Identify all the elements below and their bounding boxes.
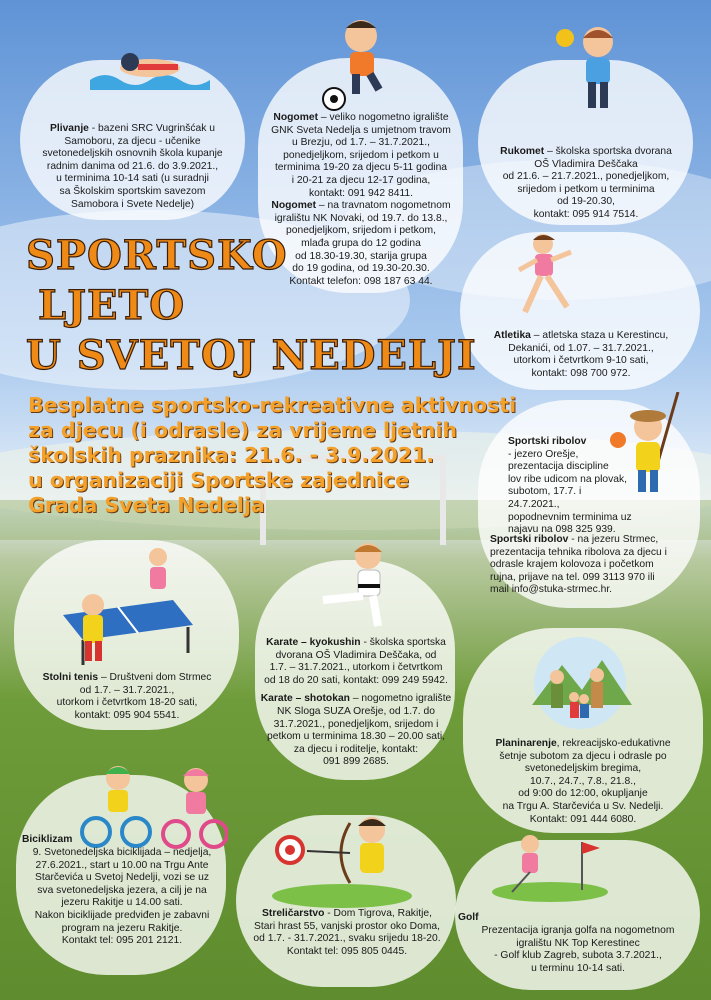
- runner-illustration: [515, 232, 585, 322]
- karate-line: 091 899 2685.: [323, 756, 389, 768]
- streljacstvo-name: Streličarstvo: [262, 908, 325, 919]
- stolni-line: – Društveni dom Strmec: [98, 672, 212, 683]
- nogomet-line: do 19 godina, od 19.30-20.30.: [292, 263, 430, 275]
- nogomet-line: i 20-21 za djecu 12-17 godina,: [291, 174, 431, 186]
- karate-line: – nogometno igralište: [349, 693, 452, 705]
- subtitle-line: u organizaciji Sportske zajednice: [28, 468, 409, 492]
- ribolov-name: Sportski ribolov: [490, 534, 569, 545]
- karate-line: petkom u terminima 18.30 – 20.00 sati,: [266, 731, 445, 743]
- planinarenje-text: [470, 738, 696, 826]
- atletika-line: kontakt: 098 700 972.: [531, 367, 631, 379]
- swimmer-illustration: [90, 40, 210, 90]
- nogomet-line: kontakt: 091 942 8411.: [308, 187, 413, 199]
- ribolov-text-2: [490, 534, 698, 597]
- biciklizam-name: Biciklizam: [22, 834, 73, 845]
- ribolov-line: najavu na 098 325 939.: [508, 524, 616, 536]
- nogomet-line: terminima 19-20 za djecu 5-11 godina: [274, 162, 448, 174]
- nogomet-line: od 18.30-19.30, starija grupa: [295, 250, 427, 262]
- rukomet-line: kontakt: 095 914 7514.: [533, 208, 639, 220]
- nogomet-line: GNK Sveta Nedelja s umjetnom travom: [271, 124, 451, 136]
- golf-line: u terminu 10-14 sati.: [531, 962, 625, 974]
- karate-line: - školska sportska: [360, 637, 446, 648]
- nogomet-line: u Brezju, od 1.7. – 31.7.2021.,: [292, 137, 430, 149]
- plivanje-name: Plivanje: [49, 123, 89, 134]
- atletika-name: Atletika: [493, 330, 531, 341]
- karate-name: Karate – kyokushin: [266, 637, 361, 648]
- atletika-line: utorkom i četvrtkom 9-10 sati,: [513, 355, 649, 367]
- biciklizam-line: 27.6.2021., start u 10.00 na Trgu Ante: [35, 859, 209, 871]
- ribolov-line: rujna, prijave na tel. 099 3113 970 ili: [490, 571, 655, 583]
- karate-line: za djecu i roditelje, kontakt:: [293, 743, 419, 755]
- plivanje-line: radnim danima od 21.6. do 3.9.2021.,: [46, 160, 219, 172]
- ribolov-line: prezentacija discipline: [508, 461, 609, 473]
- table-tennis-illustration: [58, 545, 198, 670]
- golf-line: - Golf klub Zagreb, subota 3.7.2021.,: [494, 950, 662, 962]
- rukomet-line: – školska sportska dvorana: [544, 146, 672, 157]
- nogomet-line: – veliko nogometno igralište: [318, 112, 449, 123]
- ribolov-line: - jezero Orešje,: [508, 448, 579, 460]
- ribolov-line: odrasle krajem kolovoza i početkom: [490, 559, 654, 571]
- stolni-text: [22, 672, 232, 722]
- subtitle: [28, 393, 548, 518]
- subtitle-line: Grada Sveta Nedelja: [28, 493, 265, 517]
- handball-player-illustration: [550, 20, 640, 135]
- planinarenje-line: svetonedeljskim bregima,: [524, 763, 642, 775]
- atletika-line: – atletska staza u Kerestincu,: [530, 330, 669, 341]
- nogomet-name: Nogomet: [271, 200, 317, 212]
- biciklizam-line: program na jezeru Rakitje.: [61, 922, 183, 934]
- stolni-line: utorkom i četvrtkom 18-20 sati,: [56, 697, 198, 709]
- planinarenje-line: Kontakt: 091 444 6080.: [529, 813, 637, 825]
- biciklizam-text: [18, 847, 226, 948]
- ribolov-line: prezentacija tehnika ribolova za djecu i: [490, 546, 667, 558]
- nogomet-line: ponedjeljkom, srijedom i petkom u: [283, 149, 439, 161]
- ribolov-line: lov ribe udicom na plovak,: [508, 473, 628, 485]
- plivanje-line: - bazeni SRC Vugrinšćak u: [88, 123, 216, 134]
- ribolov-line: popodnevnim terminima uz: [508, 511, 632, 523]
- golf-line: Prezentacija igranja golfa na nogometnom: [481, 925, 675, 936]
- stolni-line: kontakt: 095 904 5541.: [74, 709, 180, 721]
- biciklizam-line: Nakon biciklijade predviđen je zabavni: [34, 909, 210, 921]
- biciklizam-name-block: [22, 834, 72, 847]
- karate-line: NK Sloga SUZA Orešje, od 1.7. do: [277, 705, 435, 717]
- streljacstvo-line: - Dom Tigrova, Rakitje,: [324, 908, 432, 919]
- karate-line: 1.7. – 31.7.2021., utorkom i četvrtkom: [269, 662, 443, 674]
- stolni-line: od 1.7. – 31.7.2021.,: [79, 684, 175, 696]
- plivanje-line: u terminima 10-14 sati (u suradnji: [56, 173, 209, 185]
- ribolov-line: mail info@stuka-strmec.hr.: [490, 584, 613, 596]
- title-line-1: SPORTSKO: [26, 232, 288, 279]
- karate-text: [256, 637, 456, 769]
- golf-name: Golf: [458, 912, 479, 923]
- biciklizam-line: 9. Svetonedeljska biciklijada – nedjelja,: [32, 847, 212, 858]
- rukomet-line: srijedom i petkom u terminima: [517, 183, 655, 195]
- karate-line: dvorana OŠ Vladimira Deščaka, od: [275, 649, 437, 661]
- rukomet-line: od 21.6. – 21.7.2021., ponedjeljkom,: [502, 171, 670, 183]
- biciklizam-line: Starčevića u Svetoj Nedelji, vozi se uz: [35, 872, 209, 884]
- nogomet-line: mlađa grupa do 12 godina: [301, 237, 421, 249]
- streljacstvo-line: od 1.7. - 31.7.2021., svaku srijedu 18-20.: [253, 933, 441, 945]
- streljacstvo-text: [238, 908, 456, 958]
- title-line-2: LJETO: [38, 282, 186, 329]
- nogomet-name: Nogomet: [273, 112, 319, 123]
- nogomet-line: – na travnatom nogometnom: [316, 200, 451, 212]
- streljacstvo-line: Stari hrast 55, vanjski prostor oko Doma,: [254, 920, 440, 932]
- plivanje-line: sa Školskim sportskim savezom: [59, 185, 206, 197]
- title-line-3: U SVETOJ NEDELJI: [26, 332, 477, 379]
- planinarenje-line: , rekreacijsko-edukativne: [556, 738, 671, 749]
- stolni-name: Stolni tenis: [42, 672, 99, 683]
- planinarenje-line: šetnje subotom za djecu i odrasle po: [499, 750, 667, 762]
- biciklizam-line: Kontakt tel: 095 201 2121.: [61, 935, 183, 947]
- golf-name-block: [458, 912, 479, 925]
- rukomet-line: od 19-20.30,: [557, 196, 615, 208]
- hiking-family-illustration: [522, 635, 637, 730]
- rukomet-name: Rukomet: [500, 146, 545, 157]
- rukomet-text: [484, 146, 688, 222]
- ribolov-line: subotom, 17.7. i 24.7.2021.,: [508, 486, 582, 510]
- nogomet-line: Kontakt telefon: 098 187 63 44.: [289, 275, 433, 287]
- plivanje-line: Samobora i Svete Nedelje): [70, 198, 195, 210]
- subtitle-line: Besplatne sportsko-rekreativne aktivnosti: [28, 393, 517, 417]
- atletika-text: [470, 330, 692, 380]
- biciklizam-line: sva svetonedeljska jezera, a cilj je na: [37, 884, 207, 896]
- karate-line: 31.7.2021., ponedjeljkom, srijedom i: [273, 718, 439, 730]
- plivanje-line: svetonedeljskih osnovnih škola kupanje: [42, 148, 223, 160]
- plivanje-line: Samoboru, za djecu - učenike: [64, 135, 201, 147]
- atletika-line: Dekanići, od 1.07. – 31.7.2021.,: [508, 342, 654, 354]
- streljacstvo-line: Kontakt tel: 095 805 0445.: [286, 945, 408, 957]
- golf-text: [457, 925, 699, 975]
- planinarenje-line: od 9:00 do 12:00, okupljanje: [518, 788, 648, 800]
- planinarenje-line: na Trgu A. Starčevića u Sv. Nedelji.: [502, 800, 664, 812]
- golf-illustration: [490, 832, 610, 902]
- biciklizam-line: jezeru Rakitje u 14.00 sati.: [61, 897, 183, 909]
- ribolov-line: - na jezeru Strmec,: [568, 534, 659, 545]
- golf-line: igralištu NK Top Kerestinec: [516, 937, 640, 949]
- karate-illustration: [318, 540, 408, 630]
- karate-name: Karate – shotokan: [260, 693, 350, 705]
- planinarenje-name: Planinarenje: [495, 738, 557, 749]
- ribolov-name: Sportski ribolov: [508, 436, 587, 447]
- nogomet-line: igralištu NK Novaki, od 19.7. do 13.8.,: [274, 212, 448, 224]
- ribolov-text-1: [508, 436, 633, 537]
- subtitle-line: školskih praznika: 21.6. - 3.9.2021.: [28, 443, 435, 467]
- nogomet-text: [262, 112, 460, 288]
- archery-illustration: [272, 808, 412, 908]
- rukomet-line: OŠ Vladimira Deščaka: [534, 158, 638, 170]
- planinarenje-line: 10.7., 24.7., 7.8., 21.8.,: [530, 775, 636, 787]
- football-player-illustration: [316, 14, 406, 114]
- cyclists-illustration: [78, 764, 228, 849]
- nogomet-line: ponedjeljkom, srijedom i petkom,: [286, 225, 436, 237]
- plivanje-text: [30, 123, 235, 211]
- karate-line: od 18 do 20 sati, kontakt: 099 249 5942.: [264, 674, 448, 686]
- subtitle-line: za djecu (i odrasle) za vrijeme ljetnih: [28, 418, 457, 442]
